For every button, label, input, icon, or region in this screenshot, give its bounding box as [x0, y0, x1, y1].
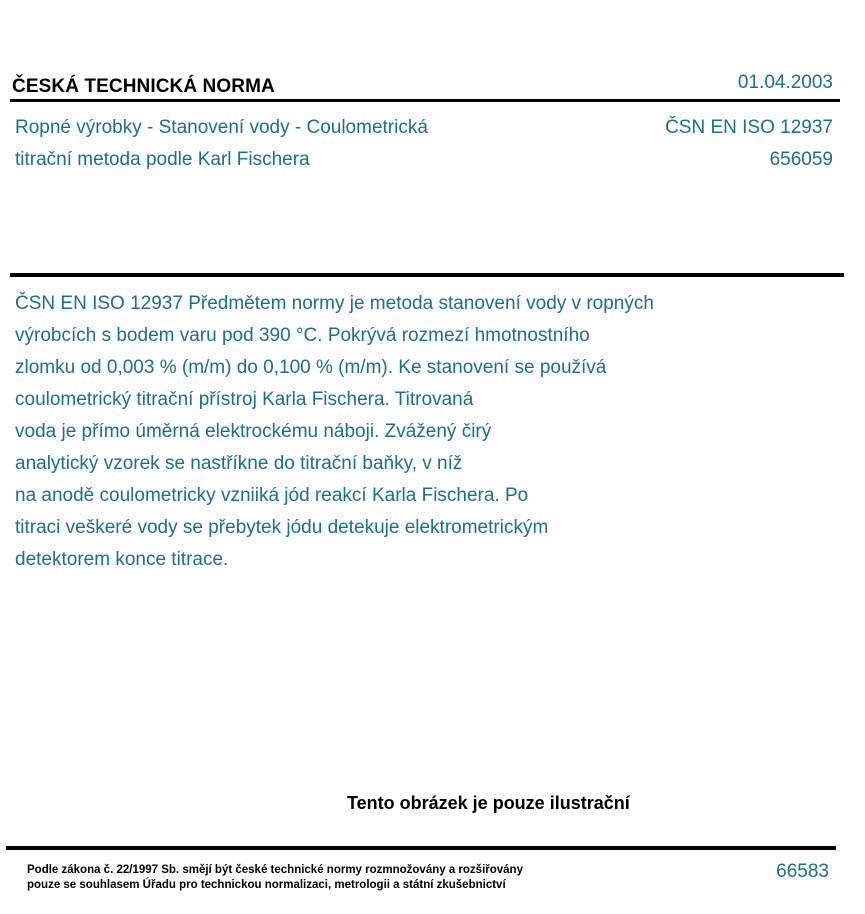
document-title-line-1: Ropné výrobky - Stanovení vody - Coulometrická — [15, 117, 428, 138]
issue-date: 01.04.2003 — [737, 72, 833, 93]
abstract-line: detektorem konce titrace. — [15, 549, 229, 570]
header-divider — [10, 99, 840, 102]
legal-notice-line: Podle zákona č. 22/1997 Sb. smějí být české technické normy rozmnožovány a rozšiřovány — [27, 864, 523, 876]
abstract-line: titraci veškeré vody se přebytek jódu detekuje elektrometrickým — [15, 517, 549, 538]
standard-code: ČSN EN ISO 12937 — [665, 117, 833, 138]
illustration-note: Tento obrázek je pouze ilustrační — [347, 793, 630, 813]
legal-notice-line: pouze se souhlasem Úřadu pro technickou normalizaci, metrologii a státní zkušebnictví — [27, 879, 506, 891]
abstract-line: voda je přímo úměrná elektrockému náboji. Zvážený čirý — [15, 421, 492, 442]
norm-header-title: ČESKÁ TECHNICKÁ NORMA — [12, 76, 275, 97]
abstract-line: na anodě coulometricky vzniiká jód reakcí Karla Fischera. Po — [15, 485, 529, 506]
abstract-line: zlomku od 0,003 % (m/m) do 0,100 % (m/m). Ke stanovení se používá — [15, 357, 607, 378]
class-number: 656059 — [769, 149, 833, 170]
legal-notice — [27, 863, 523, 893]
abstract-line: coulometrický titrační přístroj Karla Fischera. Titrovaná — [15, 389, 474, 410]
footer-divider — [6, 846, 836, 850]
footer-number: 66583 — [776, 861, 829, 882]
abstract-line: ČSN EN ISO 12937 Předmětem normy je metoda stanovení vody v ropných — [15, 293, 654, 314]
abstract-line: analytický vzorek se nastříkne do titrační baňky, v níž — [15, 453, 463, 474]
abstract-text — [15, 288, 775, 576]
abstract-line: výrobcích s bodem varu pod 390 °C. Pokrývá rozmezí hmotnostního — [15, 325, 590, 346]
document-title-line-2: titrační metoda podle Karl Fischera — [15, 149, 310, 170]
section-divider — [10, 273, 844, 277]
